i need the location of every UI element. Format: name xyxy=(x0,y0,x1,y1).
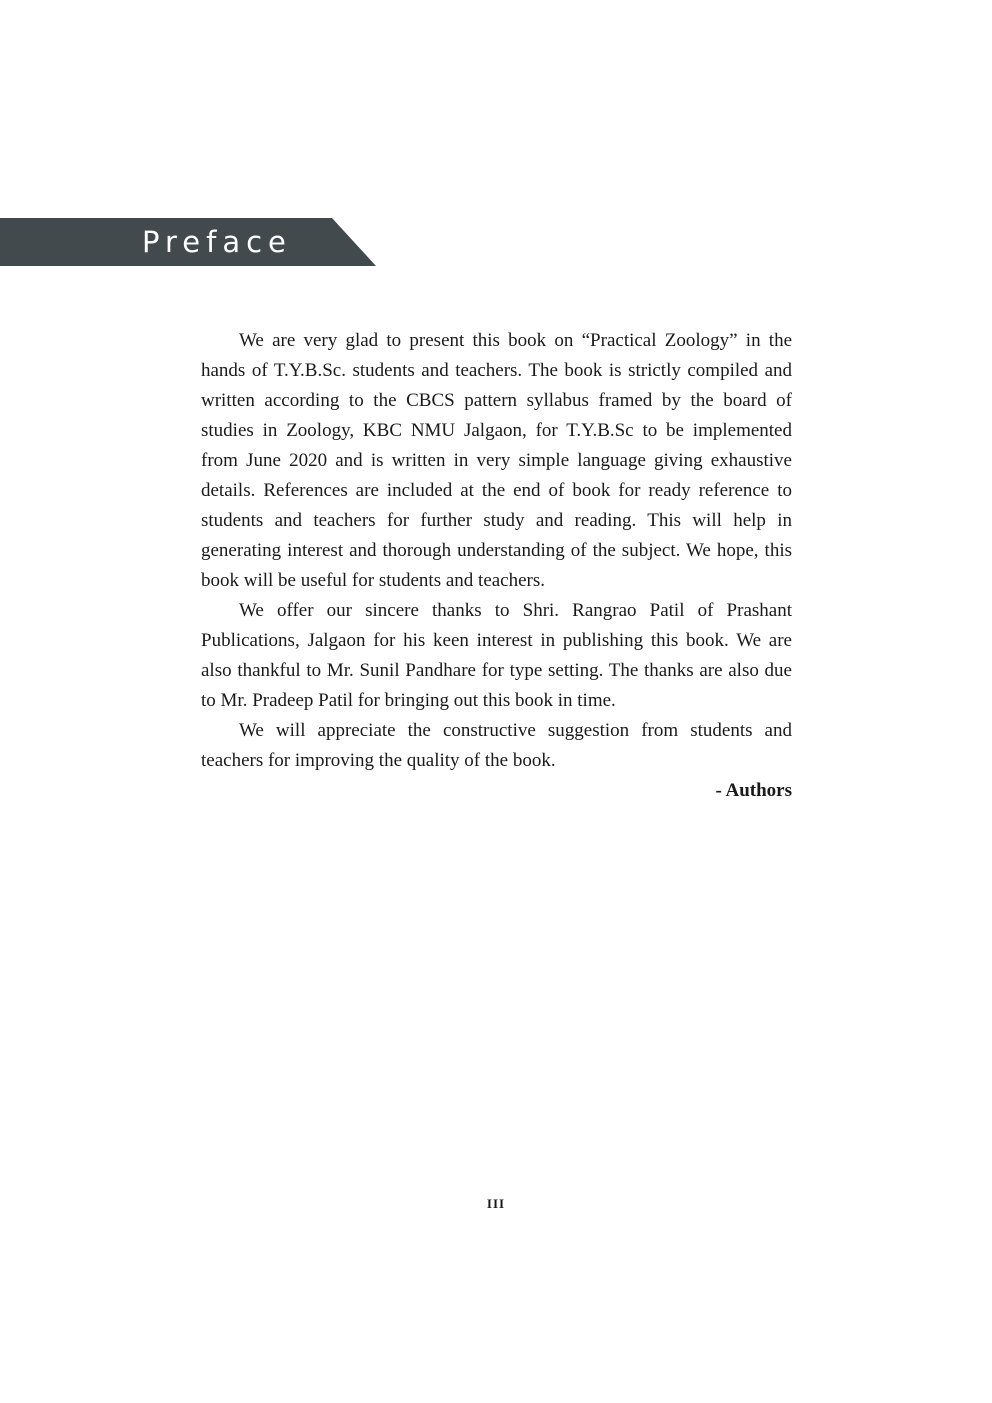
paragraph-thanks: We offer our sincere thanks to Shri. Rangrao Patil of Prashant Publications, Jalgaon for his keen interest in publishing this book. We are also thankful to Mr. Sunil Pandhare for type setting. The thanks are also due to Mr. Pradeep Patil for bringing out this book in time. xyxy=(201,600,792,711)
preface-banner xyxy=(0,218,376,266)
page-number: III xyxy=(486,1196,506,1211)
preface-body xyxy=(201,326,792,806)
page-title: Preface xyxy=(142,225,292,259)
paragraph-intro: We are very glad to present this book on “Practical Zoology” in the hands of T.Y.B.Sc. students and teachers. The book is strictly compiled and written according to the CBCS pattern syllabus framed by the board of studies in Zoology, KBC NMU Jalgaon, for T.Y.B.Sc to be implemented from June 2020 and is written in very simple language giving exhaustive details. References are included at the end of book for ready reference to students and teachers for further study and reading. This will help in generating interest and thorough understanding of the subject. We hope, this book will be useful for students and teachers. xyxy=(201,330,792,591)
paragraph-closing: We will appreciate the constructive suggestion from students and teachers for improving the quality of the book. xyxy=(201,720,792,771)
author-signature: - Authors xyxy=(715,780,792,801)
